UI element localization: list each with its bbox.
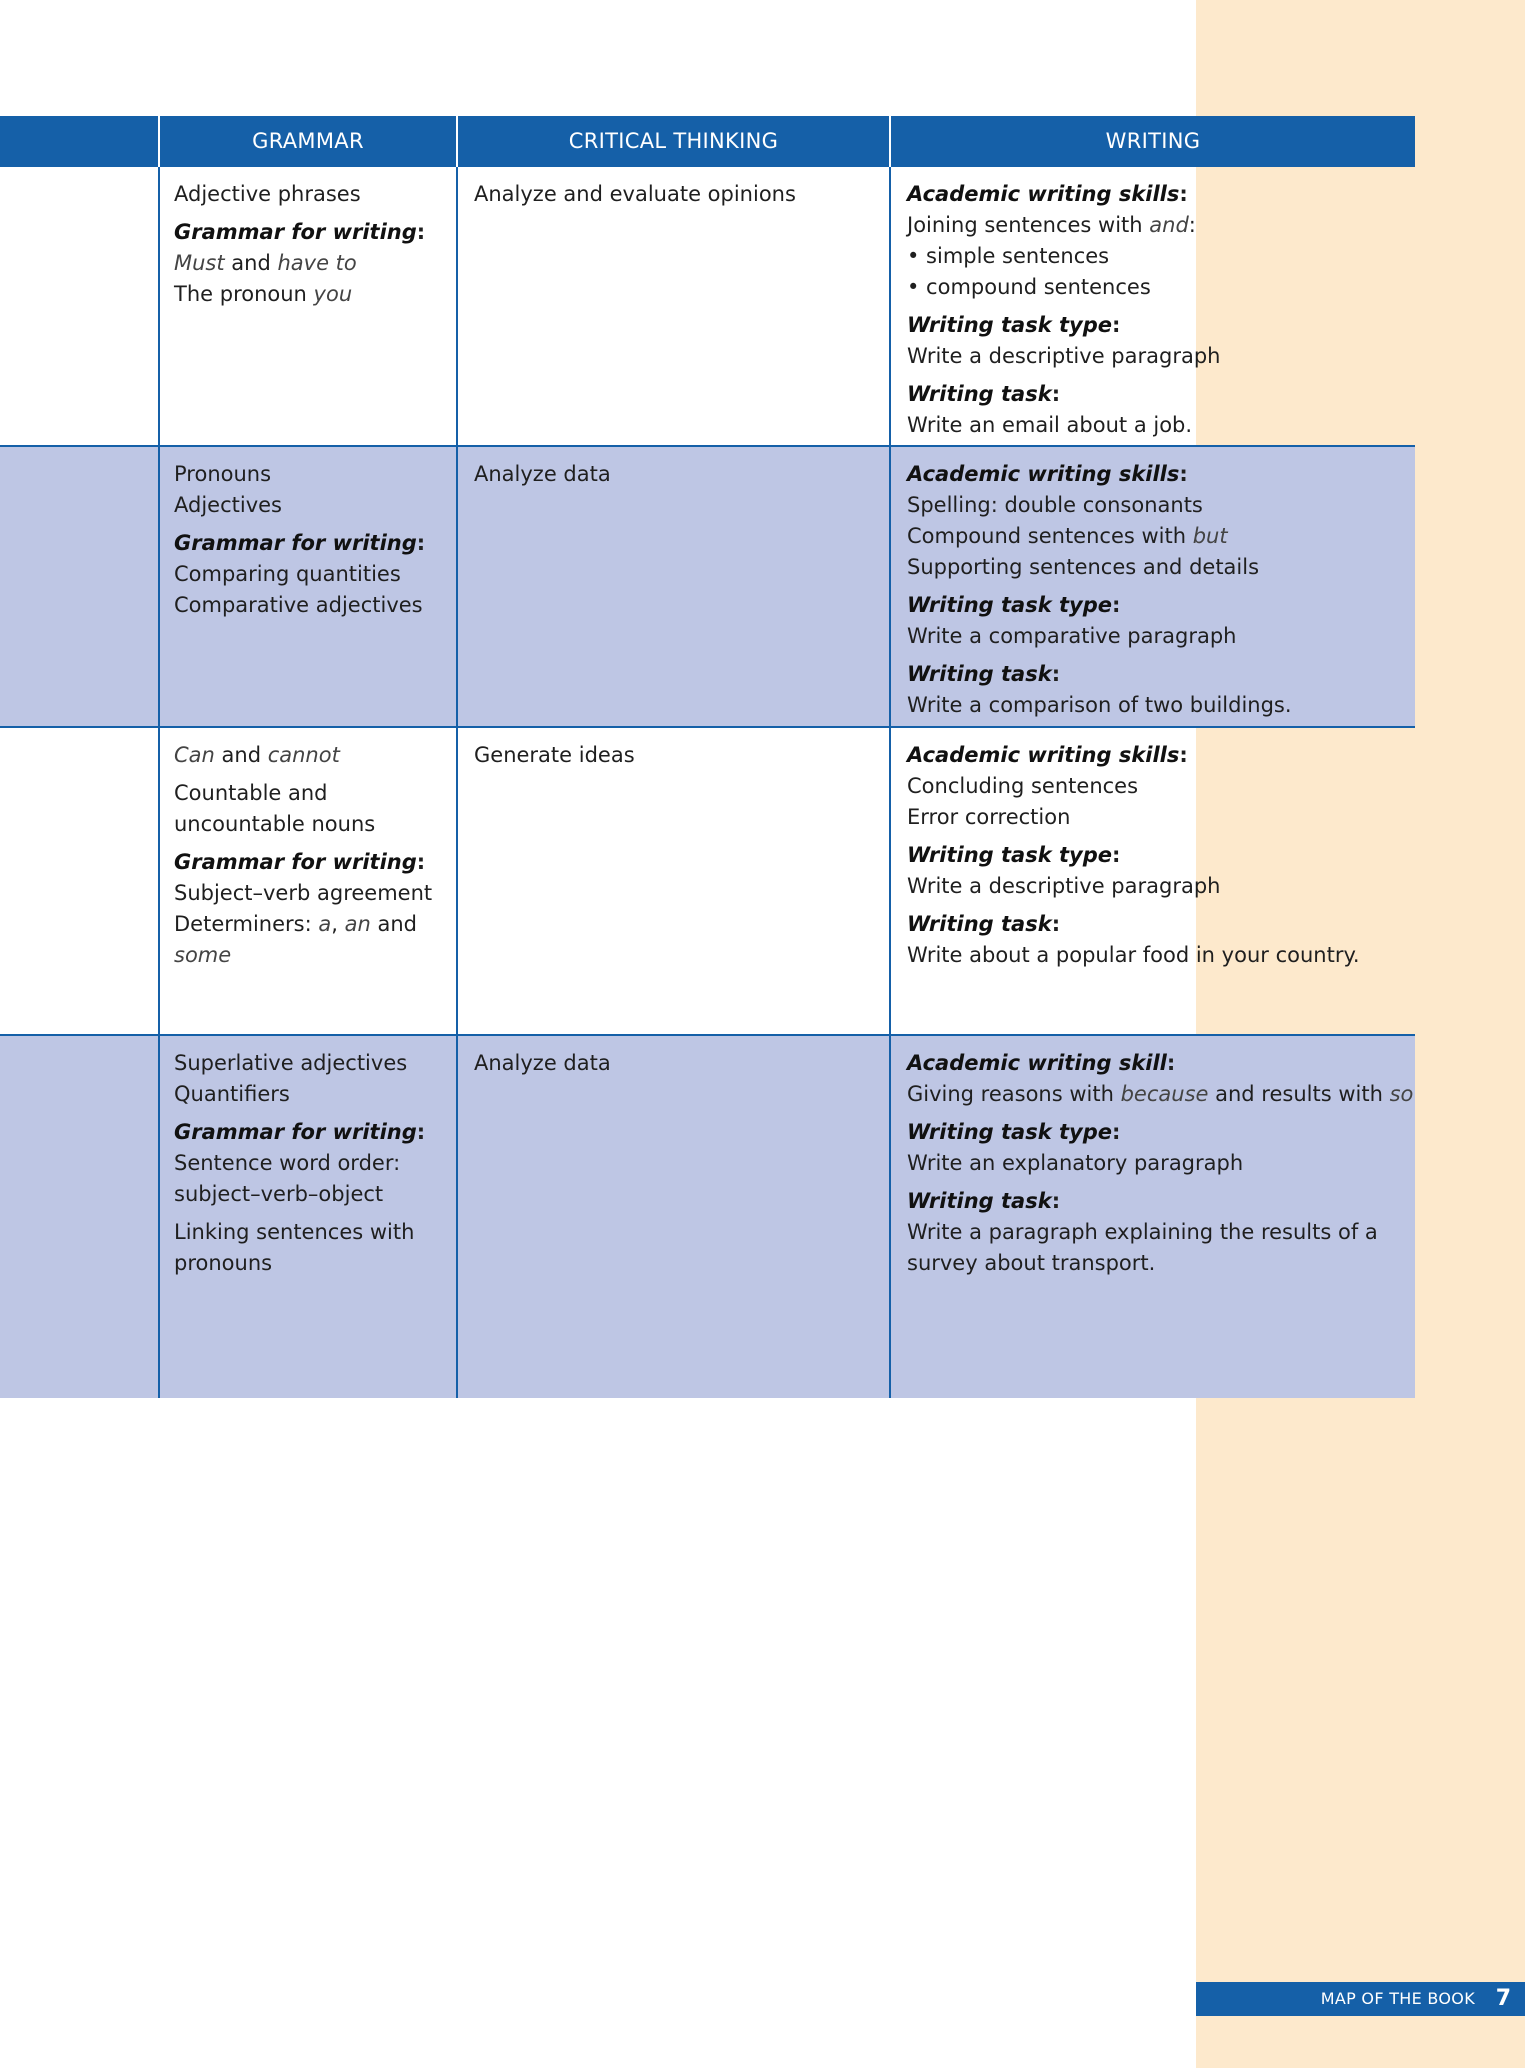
footer-label: MAP OF THE BOOK <box>1320 1989 1475 2008</box>
table-row <box>0 728 1415 1036</box>
writing-cell: Academic writing skills: Concluding sentences Error correction Writing task type: Write a descriptive paragraph Writing task: Write about a popular food in your country. <box>907 743 1360 967</box>
grammar-cell: Can and cannot Countable and uncountable nouns Grammar for writing: Subject–verb agreement Determiners: a, an and some <box>174 743 433 967</box>
header-grammar: GRAMMAR <box>252 129 364 153</box>
critical-thinking-cell: Analyze and evaluate opinions <box>474 182 796 206</box>
page-footer <box>1196 1982 1525 2016</box>
writing-cell: Academic writing skills: Spelling: double consonants Compound sentences with but Supporting sentences and details Writing task type: Write a comparative paragraph Writing task: Write a comparison of two buildings. <box>907 462 1292 717</box>
writing-cell: Academic writing skill: Giving reasons with because and results with so Writing task type: Write an explanatory paragraph Writing task: Write a paragraph explaining the results of a survey about transport. <box>907 1051 1414 1275</box>
critical-thinking-cell: Analyze data <box>474 462 611 486</box>
header-writing: WRITING <box>1105 129 1201 153</box>
table-header <box>0 116 1415 167</box>
grammar-cell: Adjective phrases Grammar for writing: Must and have to The pronoun you <box>174 182 426 306</box>
table-row <box>0 447 1415 728</box>
table-row <box>0 1036 1415 1398</box>
map-of-book-table <box>0 116 1415 1398</box>
writing-cell: Academic writing skills: Joining sentences with and: • simple sentences • compound sentences Writing task type: Write a descriptive paragraph Writing task: Write an email about a job. <box>907 182 1221 437</box>
table-row <box>0 167 1415 447</box>
grammar-cell: Pronouns Adjectives Grammar for writing: Comparing quantities Comparative adjectives <box>174 462 426 617</box>
page-number: 7 <box>1495 1986 1511 2011</box>
critical-thinking-cell: Generate ideas <box>474 743 635 767</box>
header-critical-thinking: CRITICAL THINKING <box>568 129 779 153</box>
critical-thinking-cell: Analyze data <box>474 1051 611 1075</box>
grammar-cell: Superlative adjectives Quantifiers Grammar for writing: Sentence word order: subject–verb–object Linking sentences with pronouns <box>174 1051 426 1275</box>
